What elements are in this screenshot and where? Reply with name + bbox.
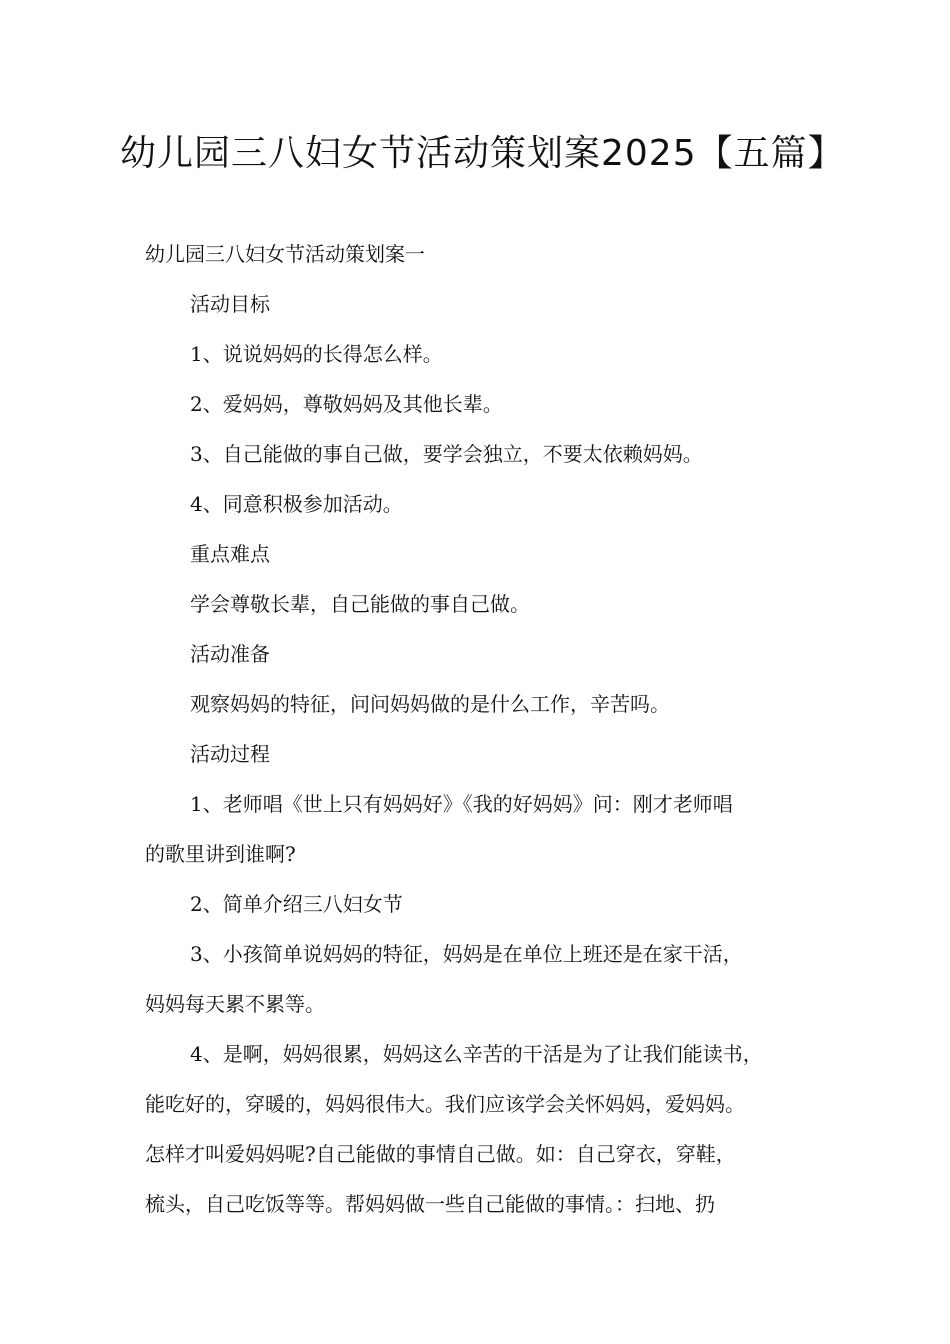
paragraph-line: 能吃好的，穿暖的，妈妈很伟大。我们应该学会关怀妈妈，爱妈妈。 xyxy=(145,1092,745,1116)
paragraph-line: 3、自己能做的事自己做，要学会独立，不要太依赖妈妈。 xyxy=(190,442,703,466)
section-heading: 幼儿园三八妇女节活动策划案一 xyxy=(145,242,425,266)
paragraph-line: 2、简单介绍三八妇女节 xyxy=(190,892,403,916)
paragraph-line: 1、老师唱《世上只有妈妈好》《我的好妈妈》问：刚才老师唱 xyxy=(190,792,733,816)
paragraph-line: 怎样才叫爱妈妈呢?自己能做的事情自己做。如：自己穿衣，穿鞋， xyxy=(145,1142,736,1166)
paragraph-line: 的歌里讲到谁啊? xyxy=(145,842,296,866)
paragraph-line: 4、是啊，妈妈很累，妈妈这么辛苦的干活是为了让我们能读书， xyxy=(190,1042,763,1066)
paragraph-line: 重点难点 xyxy=(190,542,270,566)
paragraph-line: 观察妈妈的特征，问问妈妈做的是什么工作，辛苦吗。 xyxy=(190,692,670,716)
paragraph-line: 梳头，自己吃饭等等。帮妈妈做一些自己能做的事情。：扫地、扔 xyxy=(145,1192,715,1216)
paragraph-line: 2、爱妈妈，尊敬妈妈及其他长辈。 xyxy=(190,392,503,416)
paragraph-line: 活动目标 xyxy=(190,292,270,316)
document-title: 幼儿园三八妇女节活动策划案2025【五篇】 xyxy=(120,133,845,174)
paragraph-line: 3、小孩简单说妈妈的特征，妈妈是在单位上班还是在家干活， xyxy=(190,942,743,966)
paragraph-line: 4、同意积极参加活动。 xyxy=(190,492,403,516)
paragraph-line: 1、说说妈妈的长得怎么样。 xyxy=(190,342,443,366)
paragraph-line: 活动准备 xyxy=(190,642,270,666)
paragraph-line: 学会尊敬长辈，自己能做的事自己做。 xyxy=(190,592,530,616)
paragraph-line: 妈妈每天累不累等。 xyxy=(145,992,325,1016)
paragraph-line: 活动过程 xyxy=(190,742,270,766)
